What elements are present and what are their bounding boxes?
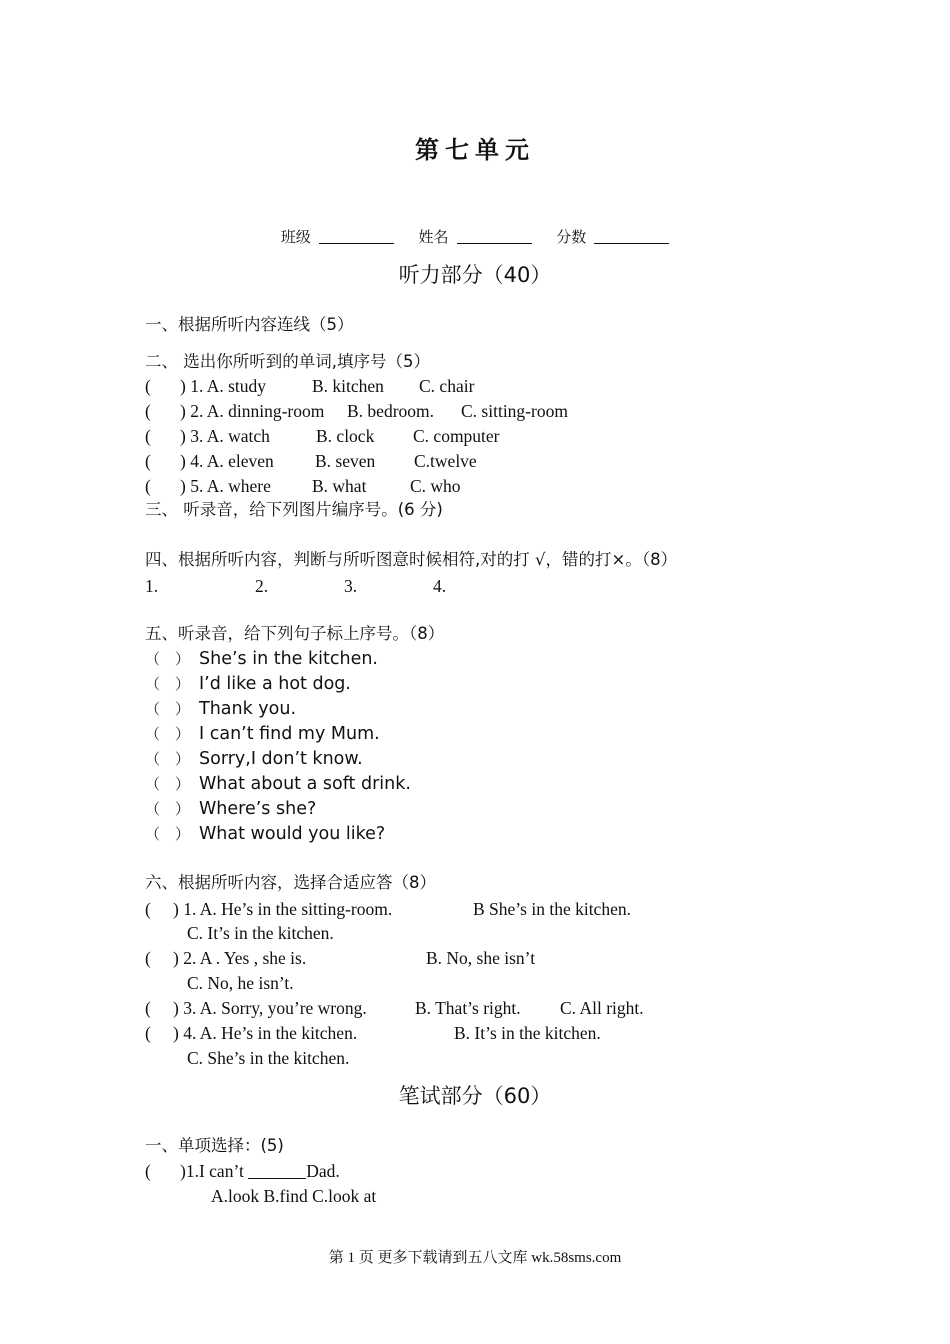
s6-row-continuation: C. She’s in the kitchen. [187, 1048, 350, 1068]
s6-row-continuation: C. It’s in the kitchen. [187, 923, 334, 943]
page-title: 第七单元 [415, 135, 535, 164]
score-blank[interactable] [594, 229, 669, 244]
listening-section-3: 三、 听录音，给下列图片编序号。(6 分) [145, 500, 443, 519]
s6-row: ( ) 4. A. He’s in the kitchen. B. It’s in the kitchen. [145, 1023, 601, 1043]
s2-row: ( ) 5. A. where B. what C. who [145, 476, 461, 496]
s5-row: （ ） What about a soft drink. [145, 774, 411, 794]
s2-row: ( ) 1. A. study B. kitchen C. chair [145, 376, 475, 396]
s5-row: （ ） I’d like a hot dog. [145, 674, 351, 694]
s5-row: （ ） She’s in the kitchen. [145, 649, 378, 669]
written-heading: 笔试部分（60） [398, 1084, 552, 1108]
listening-heading: 听力部分（40） [398, 263, 552, 287]
written-question-1-options: A.look B.find C.look at [211, 1186, 377, 1206]
s5-row: （ ） Where’s she? [145, 799, 317, 819]
listening-section-1: 一、根据所听内容连线（5） [145, 315, 354, 334]
student-info-line [0, 226, 950, 247]
s2-row: ( ) 4. A. eleven B. seven C.twelve [145, 451, 477, 471]
class-blank[interactable] [319, 229, 394, 244]
listening-section-4: 四、根据所听内容，判断与所听图意时候相符,对的打 √，错的打×。（8） [145, 550, 678, 569]
s5-row: （ ） What would you like? [145, 824, 386, 844]
s2-row: ( ) 3. A. watch B. clock C. computer [145, 426, 500, 446]
name-label: 姓名 [418, 228, 449, 246]
s5-row: （ ） Thank you. [145, 699, 297, 719]
listening-section-6: 六、根据所听内容，选择合适应答（8） [145, 873, 436, 892]
name-blank[interactable] [457, 229, 532, 244]
s4-numbers: 1. 2. 3. 4. [145, 576, 447, 596]
s6-row: ( ) 1. A. He’s in the sitting-room. B She’s in the kitchen. [145, 899, 631, 919]
written-question-1: ( )1.I can’t Dad. [145, 1161, 340, 1181]
s2-row: ( ) 2. A. dinning-room B. bedroom. C. sitting-room [145, 401, 568, 421]
s5-row: （ ） I can’t find my Mum. [145, 724, 380, 744]
s6-row: ( ) 2. A . Yes , she is. B. No, she isn’t [145, 948, 536, 968]
listening-section-2: 二、 选出你所听到的单词,填序号（5） [145, 352, 430, 371]
s6-row: ( ) 3. A. Sorry, you’re wrong. B. That’s right. C. All right. [145, 998, 644, 1018]
page-footer: 第 1 页 更多下载请到五八文库 wk.58sms.com [328, 1250, 622, 1266]
answer-blank[interactable] [248, 1162, 306, 1179]
score-label: 分数 [556, 228, 587, 246]
class-label: 班级 [280, 228, 311, 246]
s6-row-continuation: C. No, he isn’t. [187, 973, 294, 993]
written-section-1: 一、单项选择：(5) [145, 1136, 284, 1155]
s5-row: （ ） Sorry,I don’t know. [145, 749, 363, 769]
listening-section-5: 五、听录音，给下列句子标上序号。（8） [145, 624, 445, 643]
